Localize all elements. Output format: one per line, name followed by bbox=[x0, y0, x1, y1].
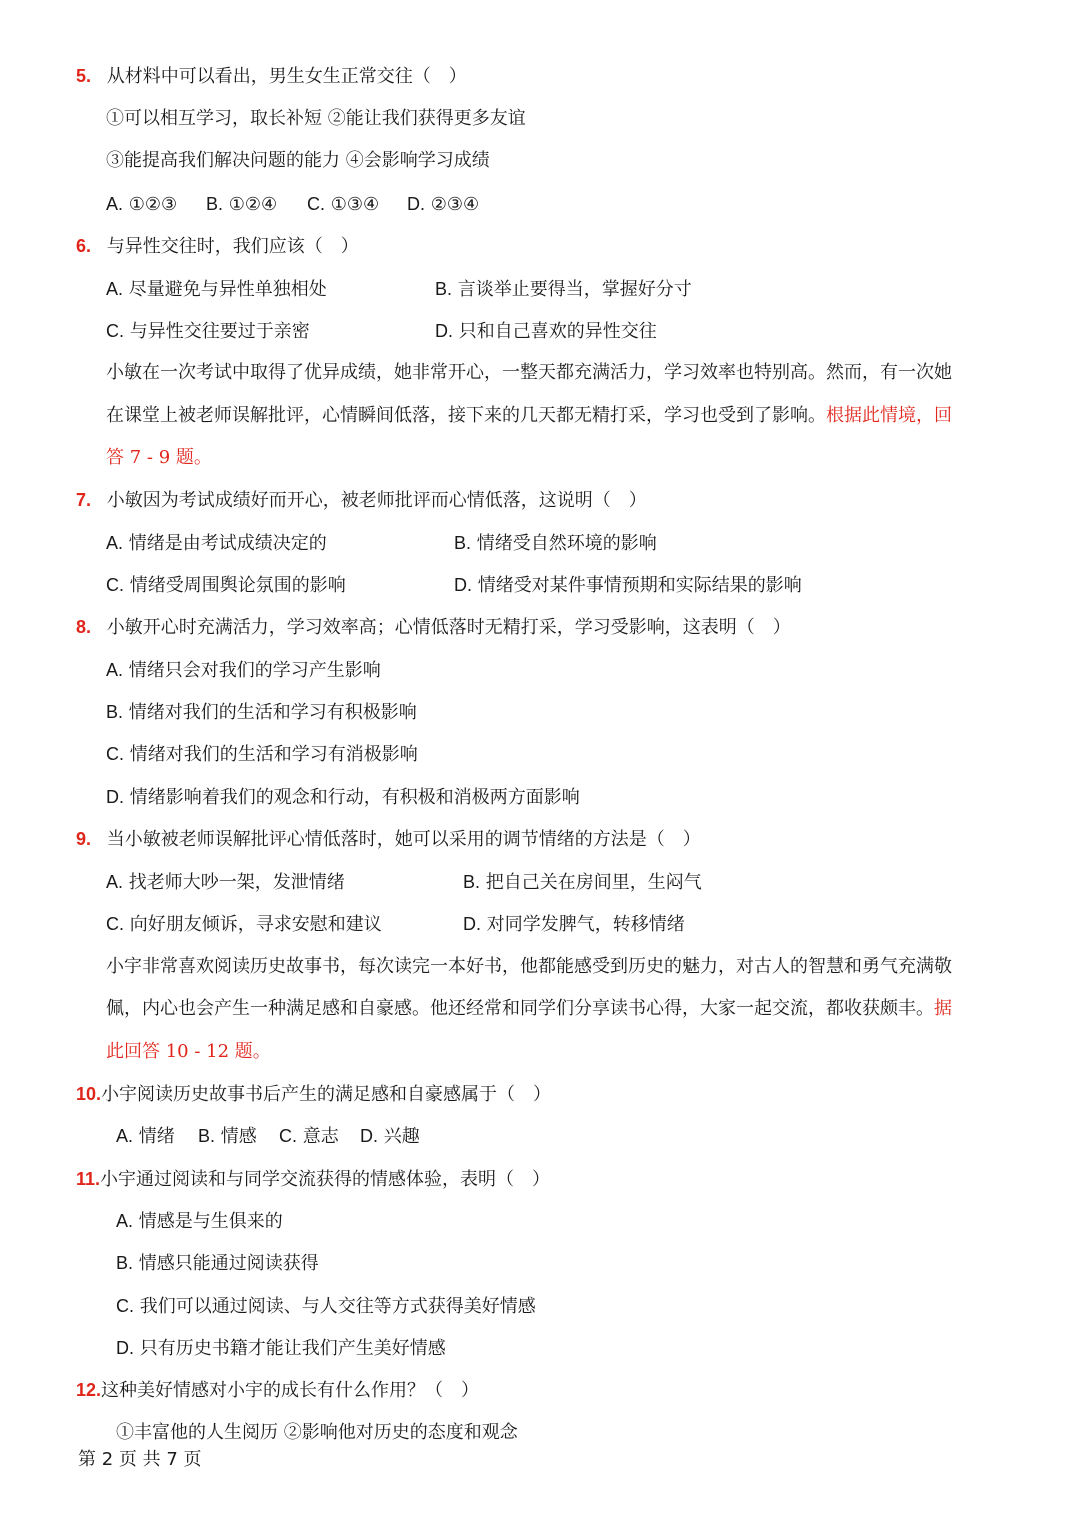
option-letter: C. bbox=[106, 744, 124, 764]
option-letter: A. bbox=[106, 194, 124, 214]
question-5 bbox=[76, 64, 467, 89]
option bbox=[106, 742, 418, 767]
question-8 bbox=[76, 615, 791, 640]
option-text: 情绪是由考试成绩决定的 bbox=[128, 533, 327, 554]
passage-hint: 据 bbox=[934, 998, 952, 1019]
question-stem: 小宇阅读历史故事书后产生的满足感和自豪感属于（ ） bbox=[101, 1084, 552, 1105]
option-text: 情感 bbox=[220, 1126, 257, 1147]
passage-hint: 根据此情境，回 bbox=[826, 405, 952, 426]
question-11 bbox=[76, 1167, 550, 1192]
option-letter: A. bbox=[116, 1126, 134, 1146]
statement-line: ①可以相互学习，取长补短 ②能让我们获得更多友谊 bbox=[106, 108, 526, 129]
question-12 bbox=[76, 1378, 479, 1403]
option-text: 兴趣 bbox=[383, 1126, 420, 1147]
question-number: 5. bbox=[76, 66, 92, 86]
option bbox=[106, 700, 417, 725]
option-letter: B. bbox=[106, 702, 124, 722]
option-letter: C. bbox=[106, 321, 124, 341]
option-letter: D. bbox=[435, 321, 453, 341]
option-letter: C. bbox=[116, 1296, 134, 1316]
passage-line: 小敏在一次考试中取得了优异成绩，她非常开心，一整天都充满活力，学习效率也特别高。然而，有一次她 bbox=[106, 362, 952, 383]
option-text: 情绪只会对我们的学习产生影响 bbox=[128, 660, 381, 681]
question-6 bbox=[76, 234, 359, 259]
question-stem: 小敏因为考试成绩好而开心，被老师批评而心情低落，这说明（ ） bbox=[106, 490, 647, 511]
question-number: 9. bbox=[76, 829, 92, 849]
question-number: 12. bbox=[76, 1380, 102, 1400]
option-letter: B. bbox=[198, 1126, 216, 1146]
option-letter: B. bbox=[454, 533, 472, 553]
passage-text: 在课堂上被老师误解批评，心情瞬间低落，接下来的几天都无精打采，学习也受到了影响。 bbox=[106, 405, 826, 426]
question-number: 8. bbox=[76, 617, 92, 637]
question-stem: 与异性交往时，我们应该（ ） bbox=[106, 236, 359, 257]
option-letter: C. bbox=[106, 914, 124, 934]
option-text: 情绪 bbox=[138, 1126, 175, 1147]
option-text: 我们可以通过阅读、与人交往等方式获得美好情感 bbox=[139, 1296, 536, 1317]
option-text: 找老师大吵一架，发泄情绪 bbox=[128, 872, 345, 893]
option-text: 只和自己喜欢的异性交往 bbox=[458, 321, 657, 342]
passage-line bbox=[106, 404, 952, 428]
question-7 bbox=[76, 488, 647, 513]
page-number: 第 2 页 共 7 页 bbox=[78, 1449, 202, 1470]
question-number: 6. bbox=[76, 236, 92, 256]
option-letter: B. bbox=[435, 279, 453, 299]
option-letter: D. bbox=[360, 1126, 378, 1146]
question-stem: 当小敏被老师误解批评心情低落时，她可以采用的调节情绪的方法是（ ） bbox=[106, 829, 701, 850]
option-text: 情绪受自然环境的影响 bbox=[476, 533, 657, 554]
passage-line bbox=[106, 997, 952, 1021]
option-text: 只有历史书籍才能让我们产生美好情感 bbox=[139, 1338, 446, 1359]
option-text: ①③④ bbox=[330, 194, 380, 215]
option-text: 尽量避免与异性单独相处 bbox=[128, 279, 327, 300]
option-letter: D. bbox=[454, 575, 472, 595]
option-text: ①②③ bbox=[128, 194, 178, 215]
statement-line: ①丰富他的人生阅历 ②影响他对历史的态度和观念 bbox=[116, 1422, 518, 1443]
option-text: 意志 bbox=[302, 1126, 339, 1147]
question-stem: 从材料中可以看出，男生女生正常交往（ ） bbox=[106, 66, 467, 87]
option-letter: B. bbox=[116, 1253, 134, 1273]
option-letter: C. bbox=[106, 575, 124, 595]
option-letter: A. bbox=[106, 279, 124, 299]
passage-hint: 此回答 10 - 12 题。 bbox=[106, 1041, 271, 1062]
passage-line: 小宇非常喜欢阅读历史故事书，每次读完一本好书，他都能感受到历史的魅力，对古人的智慧和勇气充满敬 bbox=[106, 956, 952, 977]
option-letter: C. bbox=[307, 194, 325, 214]
option-text: 情绪对我们的生活和学习有消极影响 bbox=[129, 744, 418, 765]
option bbox=[116, 1336, 446, 1361]
option-letter: A. bbox=[116, 1211, 134, 1231]
statement-line: ③能提高我们解决问题的能力 ④会影响学习成绩 bbox=[106, 150, 490, 171]
option-text: 情绪受周围舆论氛围的影响 bbox=[129, 575, 346, 596]
question-9 bbox=[76, 827, 701, 852]
option-letter: B. bbox=[463, 872, 481, 892]
option-text: 情绪受对某件事情预期和实际结果的影响 bbox=[477, 575, 802, 596]
option-letter: B. bbox=[206, 194, 224, 214]
option-text: 情绪影响着我们的观念和行动，有积极和消极两方面影响 bbox=[129, 787, 580, 808]
question-number: 7. bbox=[76, 490, 92, 510]
question-stem: 小敏开心时充满活力，学习效率高；心情低落时无精打采，学习受影响，这表明（ ） bbox=[106, 617, 791, 638]
option-text: 与异性交往要过于亲密 bbox=[129, 321, 310, 342]
option bbox=[116, 1294, 536, 1319]
option-letter: D. bbox=[463, 914, 481, 934]
question-stem: 这种美好情感对小宇的成长有什么作用？（ ） bbox=[101, 1380, 480, 1401]
option bbox=[106, 785, 580, 810]
question-stem: 小宇通过阅读和与同学交流获得的情感体验，表明（ ） bbox=[100, 1169, 551, 1190]
option-text: 情感是与生俱来的 bbox=[138, 1211, 283, 1232]
option-letter: A. bbox=[106, 660, 124, 680]
option-text: ①②④ bbox=[228, 194, 278, 215]
option-text: 对同学发脾气，转移情绪 bbox=[486, 914, 685, 935]
option-text: 情绪对我们的生活和学习有积极影响 bbox=[128, 702, 417, 723]
option bbox=[106, 658, 381, 683]
option-text: 言谈举止要得当，掌握好分寸 bbox=[457, 279, 692, 300]
option bbox=[116, 1251, 319, 1276]
question-number: 10. bbox=[76, 1084, 102, 1104]
option-letter: D. bbox=[407, 194, 425, 214]
option-letter: D. bbox=[106, 787, 124, 807]
passage-hint: 答 7 - 9 题。 bbox=[106, 447, 212, 468]
option-letter: C. bbox=[279, 1126, 297, 1146]
option-letter: A. bbox=[106, 872, 124, 892]
question-10 bbox=[76, 1082, 551, 1107]
option bbox=[116, 1209, 283, 1234]
option-text: 把自己关在房间里，生闷气 bbox=[485, 872, 702, 893]
option-letter: D. bbox=[116, 1338, 134, 1358]
option-text: ②③④ bbox=[430, 194, 480, 215]
option-letter: A. bbox=[106, 533, 124, 553]
option-text: 情感只能通过阅读获得 bbox=[138, 1253, 319, 1274]
passage-text: 佩，内心也会产生一种满足感和自豪感。他还经常和同学们分享读书心得，大家一起交流，都收获颇丰。 bbox=[106, 998, 934, 1019]
option-text: 向好朋友倾诉，寻求安慰和建议 bbox=[129, 914, 382, 935]
question-number: 11. bbox=[76, 1169, 101, 1189]
